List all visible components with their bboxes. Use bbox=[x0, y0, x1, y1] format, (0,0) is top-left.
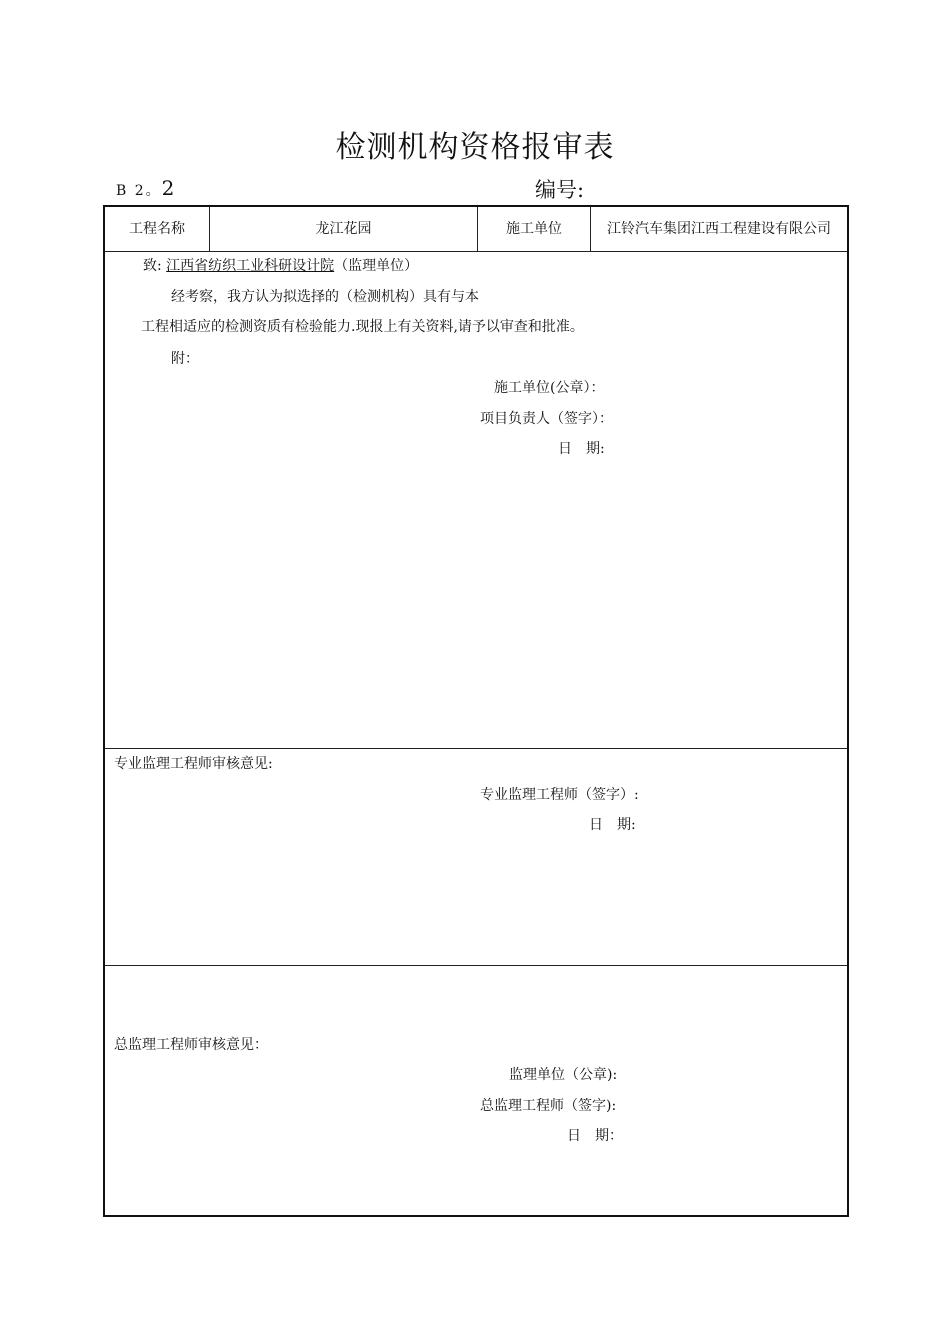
engineer-signature-label: 专业监理工程师（签字）: bbox=[480, 787, 639, 803]
project-manager-signature-label: 项目负责人（签字）： bbox=[480, 411, 613, 427]
addressee-line bbox=[143, 256, 418, 276]
addressee-suffix: （监理单位） bbox=[334, 258, 419, 274]
project-name-value: 龙江花园 bbox=[315, 221, 372, 237]
chief-signature-label: 总监理工程师（签字): bbox=[480, 1098, 617, 1114]
application-text-line1: 经考察，我方认为拟选择的（检测机构）具有与本 bbox=[171, 289, 479, 305]
chief-opinion-label: 总监理工程师审核意见： bbox=[114, 1037, 268, 1053]
attachment-label: 附： bbox=[171, 351, 199, 367]
contractor-value: 江铃汽车集团江西工程建设有限公司 bbox=[607, 221, 831, 237]
serial-number-label: 编号: bbox=[535, 178, 585, 202]
row-divider bbox=[105, 251, 847, 252]
project-name-label: 工程名称 bbox=[129, 221, 185, 237]
engineer-opinion-label: 专业监理工程师审核意见: bbox=[114, 756, 273, 772]
application-date-label: 日 期: bbox=[558, 441, 605, 457]
contractor-label: 施工单位 bbox=[506, 221, 562, 237]
form-code bbox=[116, 176, 174, 200]
engineer-date-label: 日 期: bbox=[589, 817, 636, 833]
addressee-prefix: 致: bbox=[143, 258, 167, 274]
supervision-seal-label: 监理单位（公章): bbox=[509, 1067, 618, 1083]
form-title: 检测机构资格报审表 bbox=[335, 130, 615, 165]
form-table bbox=[103, 205, 849, 1217]
supervision-unit-name: 江西省纺织工业科研设计院 bbox=[166, 258, 335, 274]
row-divider bbox=[105, 965, 847, 966]
row-divider bbox=[105, 748, 847, 749]
application-text-line2: 工程相适应的检测资质有检验能力.现报上有关资料,请予以审查和批准。 bbox=[141, 319, 584, 335]
contractor-seal-label: 施工单位(公章）： bbox=[494, 380, 605, 396]
chief-date-label: 日 期： bbox=[567, 1128, 623, 1144]
form-code-number: 2 bbox=[161, 176, 175, 200]
form-code-prefix: B 2。 bbox=[116, 183, 162, 199]
